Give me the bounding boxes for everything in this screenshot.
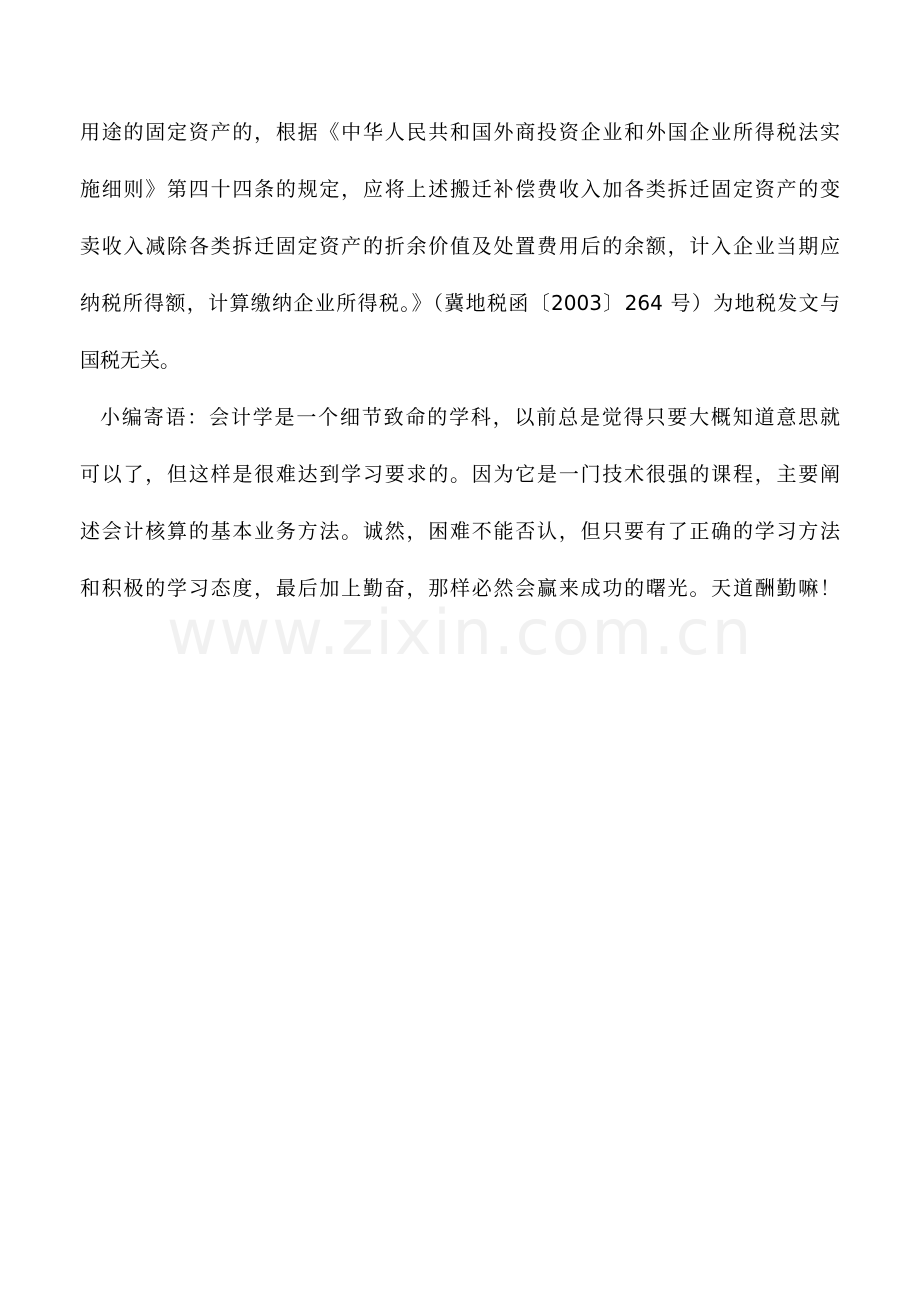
paragraph-line: 小编寄语：会计学是一个细节致命的学科，以前总是觉得只要大概知道意思就	[100, 405, 840, 429]
paragraph-line: 可以了，但这样是很难达到学习要求的。因为它是一门技术很强的课程，主要阐	[80, 462, 840, 486]
document-body	[80, 117, 840, 630]
paragraph-line: 和积极的学习态度，最后加上勤奋，那样必然会赢来成功的曙光。天道酬勤嘛！	[80, 576, 840, 600]
paragraph-line: 卖收入减除各类拆迁固定资产的折余价值及处置费用后的余额，计入企业当期应	[80, 234, 840, 258]
paragraph-line: 纳税所得额，计算缴纳企业所得税。》（冀地税函〔2003〕264 号）为地税发文与	[80, 291, 840, 315]
paragraph-line: 施细则》第四十四条的规定，应将上述搬迁补偿费收入加各类拆迁固定资产的变	[80, 177, 840, 201]
watermark-text: www.zixin.com.cn	[166, 596, 754, 669]
paragraph-line: 述会计核算的基本业务方法。诚然，困难不能否认，但只要有了正确的学习方法	[80, 519, 840, 543]
paragraph-line: 用途的固定资产的，根据《中华人民共和国外商投资企业和外国企业所得税法实	[80, 120, 840, 144]
paragraph-line: 国税无关。	[80, 348, 180, 372]
